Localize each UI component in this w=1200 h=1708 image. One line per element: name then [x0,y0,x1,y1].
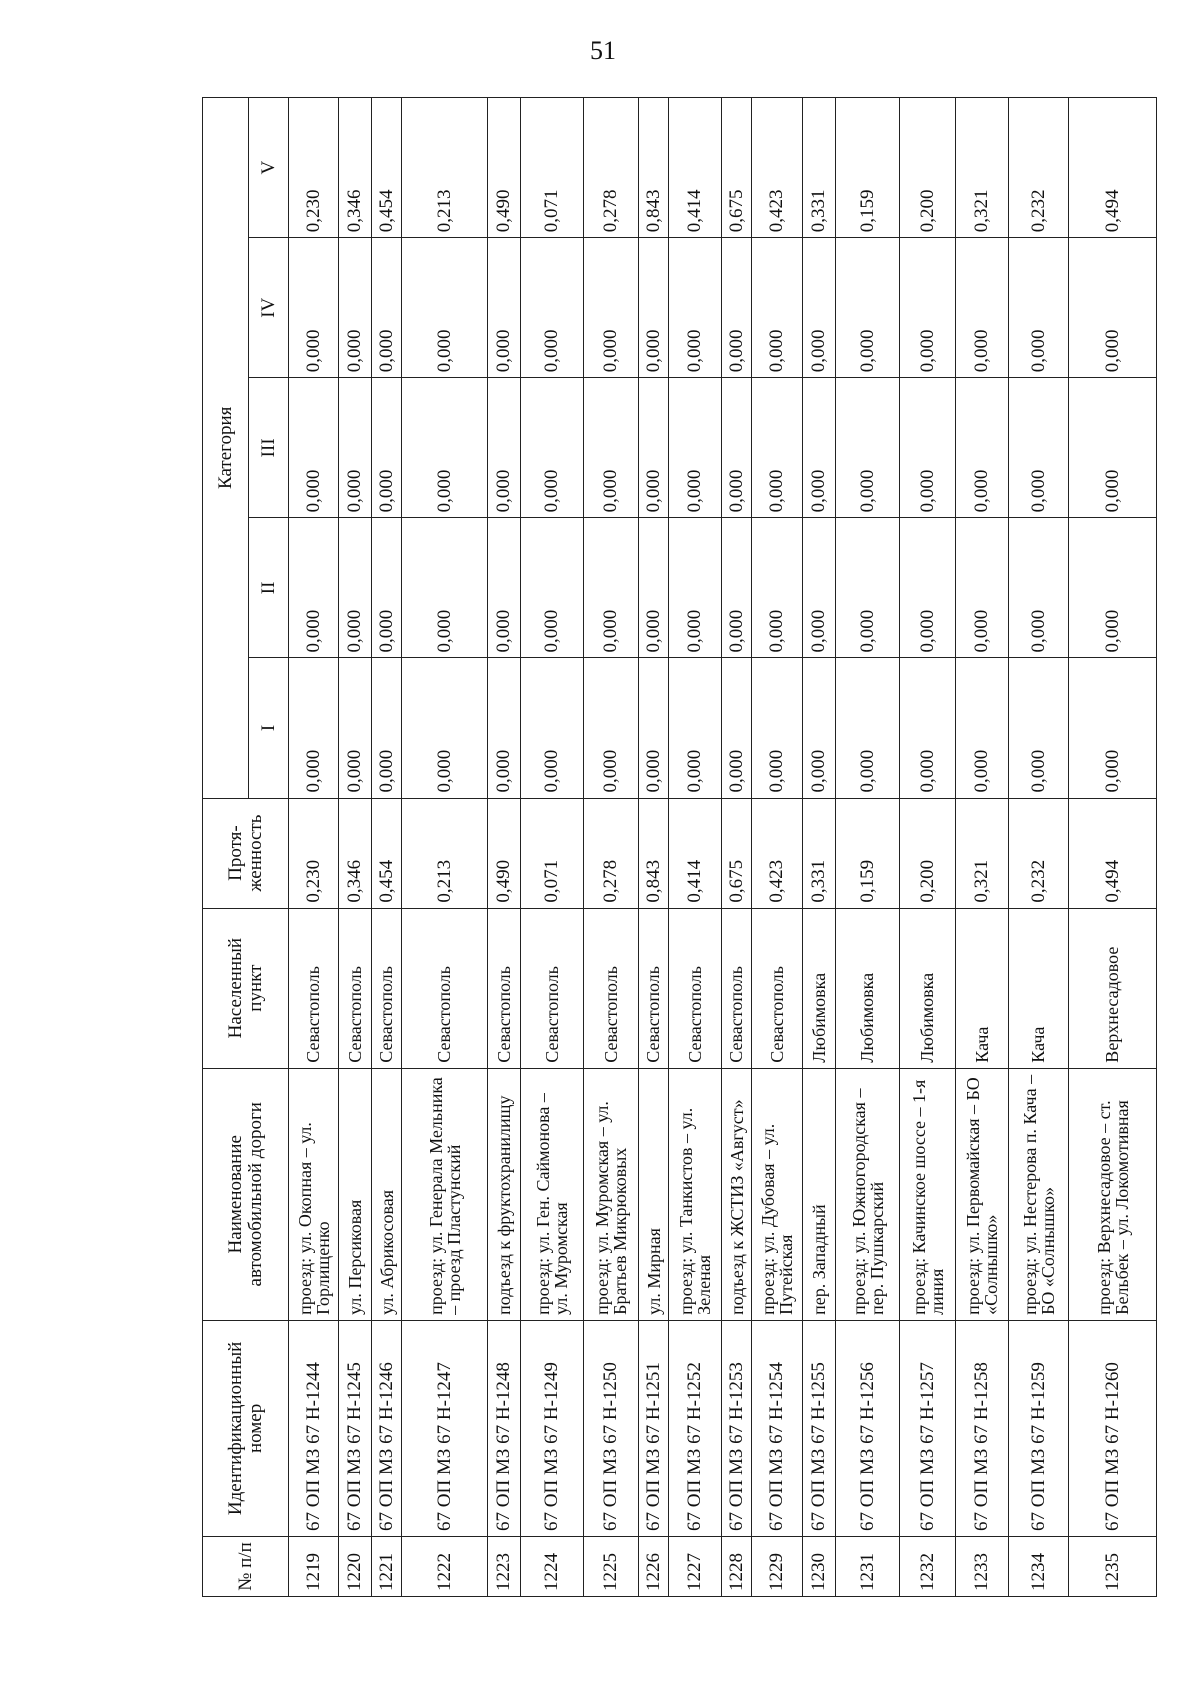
row-num: 1234 [1009,1536,1069,1596]
row-category-5: 0,331 [803,98,836,238]
row-category-3: 0,000 [488,378,521,518]
row-category-1: 0,000 [488,658,521,798]
row-category-3: 0,000 [639,378,669,518]
row-category-2: 0,000 [836,518,900,658]
row-settlement: Кача [956,908,1009,1068]
row-length: 0,423 [752,798,803,908]
table-row [639,98,669,1597]
row-category-1: 0,000 [669,658,722,798]
row-settlement: Севастополь [289,908,339,1068]
row-id: 67 ОП МЗ 67 Н-1249 [521,1320,584,1536]
row-category-3: 0,000 [722,378,752,518]
row-category-5: 0,490 [488,98,521,238]
row-settlement: Верхнесадовое [1069,908,1157,1068]
row-category-4: 0,000 [521,238,584,378]
row-num: 1220 [339,1536,372,1596]
row-category-2: 0,000 [402,518,488,658]
row-num: 1230 [803,1536,836,1596]
table-row [372,98,402,1597]
row-category-5: 0,843 [639,98,669,238]
row-category-2: 0,000 [669,518,722,658]
row-num: 1231 [836,1536,900,1596]
row-category-4: 0,000 [289,238,339,378]
row-category-4: 0,000 [1009,238,1069,378]
row-settlement: Любимовка [803,908,836,1068]
row-category-3: 0,000 [1009,378,1069,518]
row-id: 67 ОП МЗ 67 Н-1244 [289,1320,339,1536]
row-road-name: подъезд к ЖСТИЗ «Август» [722,1068,752,1320]
row-settlement: Севастополь [584,908,639,1068]
row-id: 67 ОП МЗ 67 Н-1259 [1009,1320,1069,1536]
row-category-3: 0,000 [956,378,1009,518]
row-category-3: 0,000 [803,378,836,518]
row-road-name: проезд: Верхнесадовое – ст. Бельбек – ул. Локомотивная [1069,1068,1157,1320]
row-id: 67 ОП МЗ 67 Н-1245 [339,1320,372,1536]
table-row [521,98,584,1597]
row-road-name: проезд: ул. Окопная – ул. Горлищенко [289,1068,339,1320]
row-length: 0,454 [372,798,402,908]
row-length: 0,213 [402,798,488,908]
row-length: 0,331 [803,798,836,908]
row-category-4: 0,000 [900,238,956,378]
row-category-1: 0,000 [956,658,1009,798]
row-category-1: 0,000 [836,658,900,798]
row-category-4: 0,000 [669,238,722,378]
row-id: 67 ОП МЗ 67 Н-1260 [1069,1320,1157,1536]
row-category-1: 0,000 [722,658,752,798]
row-id: 67 ОП МЗ 67 Н-1257 [900,1320,956,1536]
row-category-4: 0,000 [1069,238,1157,378]
row-category-5: 0,454 [372,98,402,238]
row-category-4: 0,000 [639,238,669,378]
row-category-4: 0,000 [488,238,521,378]
row-road-name: проезд: ул. Генерала Мельника – проезд Пластунский [402,1068,488,1320]
row-length: 0,414 [669,798,722,908]
row-category-4: 0,000 [339,238,372,378]
row-category-1: 0,000 [402,658,488,798]
header-cat-1: I [249,658,289,798]
row-category-5: 0,494 [1069,98,1157,238]
row-category-3: 0,000 [521,378,584,518]
row-road-name: ул. Персиковая [339,1068,372,1320]
row-category-2: 0,000 [521,518,584,658]
roads-table [202,97,1157,1597]
header-cat-4: IV [249,238,289,378]
table-row [1009,98,1069,1597]
row-road-name: подъезд к фруктохранилищу [488,1068,521,1320]
row-category-1: 0,000 [521,658,584,798]
row-id: 67 ОП МЗ 67 Н-1258 [956,1320,1009,1536]
row-category-2: 0,000 [956,518,1009,658]
row-category-3: 0,000 [752,378,803,518]
row-settlement: Севастополь [372,908,402,1068]
row-category-2: 0,000 [900,518,956,658]
row-category-5: 0,230 [289,98,339,238]
header-cat-2: II [249,518,289,658]
row-category-2: 0,000 [339,518,372,658]
row-num: 1225 [584,1536,639,1596]
row-category-5: 0,675 [722,98,752,238]
header-category: Категория [203,98,249,799]
table-row [752,98,803,1597]
table-row [488,98,521,1597]
row-id: 67 ОП МЗ 67 Н-1255 [803,1320,836,1536]
row-category-4: 0,000 [752,238,803,378]
row-num: 1228 [722,1536,752,1596]
row-category-5: 0,159 [836,98,900,238]
row-num: 1232 [900,1536,956,1596]
row-length: 0,490 [488,798,521,908]
row-id: 67 ОП МЗ 67 Н-1256 [836,1320,900,1536]
row-category-3: 0,000 [1069,378,1157,518]
row-category-4: 0,000 [402,238,488,378]
row-length: 0,071 [521,798,584,908]
row-id: 67 ОП МЗ 67 Н-1247 [402,1320,488,1536]
row-category-2: 0,000 [289,518,339,658]
row-settlement: Севастополь [521,908,584,1068]
table-row [900,98,956,1597]
row-category-1: 0,000 [803,658,836,798]
table-row [803,98,836,1597]
row-category-1: 0,000 [289,658,339,798]
row-category-1: 0,000 [584,658,639,798]
row-road-name: ул. Мирная [639,1068,669,1320]
row-road-name: проезд: ул. Танкистов – ул. Зеленая [669,1068,722,1320]
row-settlement: Севастополь [639,908,669,1068]
row-category-1: 0,000 [372,658,402,798]
row-road-name: проезд: ул. Муромская – ул. Братьев Микрюковых [584,1068,639,1320]
row-category-5: 0,071 [521,98,584,238]
row-length: 0,159 [836,798,900,908]
row-category-5: 0,414 [669,98,722,238]
row-length: 0,230 [289,798,339,908]
row-length: 0,321 [956,798,1009,908]
row-num: 1229 [752,1536,803,1596]
row-category-5: 0,321 [956,98,1009,238]
row-category-4: 0,000 [722,238,752,378]
row-road-name: проезд: Качинское шоссе – 1-я линия [900,1068,956,1320]
header-city: Населенный пункт [203,908,289,1068]
row-num: 1221 [372,1536,402,1596]
table-row [402,98,488,1597]
row-num: 1226 [639,1536,669,1596]
row-settlement: Любимовка [900,908,956,1068]
row-category-3: 0,000 [669,378,722,518]
table-row [956,98,1009,1597]
table-row [836,98,900,1597]
row-road-name: ул. Абрикосовая [372,1068,402,1320]
row-category-2: 0,000 [752,518,803,658]
table-body [289,98,1157,1597]
row-category-2: 0,000 [584,518,639,658]
row-category-5: 0,213 [402,98,488,238]
table-row [289,98,339,1597]
row-num: 1233 [956,1536,1009,1596]
row-settlement: Севастополь [669,908,722,1068]
row-road-name: проезд: ул. Южногородская – пер. Пушкарский [836,1068,900,1320]
row-category-3: 0,000 [402,378,488,518]
row-category-3: 0,000 [372,378,402,518]
row-category-5: 0,200 [900,98,956,238]
row-category-1: 0,000 [752,658,803,798]
row-num: 1223 [488,1536,521,1596]
row-category-1: 0,000 [1009,658,1069,798]
row-road-name: пер. Западный [803,1068,836,1320]
row-id: 67 ОП МЗ 67 Н-1251 [639,1320,669,1536]
row-num: 1219 [289,1536,339,1596]
row-category-1: 0,000 [1069,658,1157,798]
row-category-2: 0,000 [372,518,402,658]
row-id: 67 ОП МЗ 67 Н-1246 [372,1320,402,1536]
row-category-4: 0,000 [372,238,402,378]
row-settlement: Севастополь [402,908,488,1068]
row-category-1: 0,000 [900,658,956,798]
row-category-2: 0,000 [803,518,836,658]
row-category-5: 0,346 [339,98,372,238]
row-road-name: проезд: ул. Первомайская – БО «Солнышко» [956,1068,1009,1320]
row-category-1: 0,000 [639,658,669,798]
row-length: 0,278 [584,798,639,908]
row-id: 67 ОП МЗ 67 Н-1254 [752,1320,803,1536]
row-category-3: 0,000 [289,378,339,518]
row-category-3: 0,000 [339,378,372,518]
row-category-4: 0,000 [836,238,900,378]
rotated-table-container [202,97,1132,1597]
row-length: 0,232 [1009,798,1069,908]
row-id: 67 ОП МЗ 67 Н-1252 [669,1320,722,1536]
row-category-2: 0,000 [639,518,669,658]
header-length: Протя-женность [203,798,289,908]
row-category-5: 0,232 [1009,98,1069,238]
row-category-2: 0,000 [722,518,752,658]
row-id: 67 ОП МЗ 67 Н-1250 [584,1320,639,1536]
row-category-5: 0,423 [752,98,803,238]
row-id: 67 ОП МЗ 67 Н-1248 [488,1320,521,1536]
row-category-3: 0,000 [900,378,956,518]
header-cat-3: III [249,378,289,518]
row-num: 1222 [402,1536,488,1596]
row-num: 1227 [669,1536,722,1596]
row-category-3: 0,000 [836,378,900,518]
row-length: 0,200 [900,798,956,908]
row-id: 67 ОП МЗ 67 Н-1253 [722,1320,752,1536]
table-row [722,98,752,1597]
row-settlement: Севастополь [722,908,752,1068]
page-number: 51 [590,36,616,65]
header-cat-5: V [249,98,289,238]
row-category-3: 0,000 [584,378,639,518]
row-category-4: 0,000 [584,238,639,378]
table-row [339,98,372,1597]
header-num: № п/п [203,1536,289,1596]
row-settlement: Севастополь [339,908,372,1068]
row-settlement: Севастополь [752,908,803,1068]
row-category-2: 0,000 [1009,518,1069,658]
row-length: 0,675 [722,798,752,908]
table-row [584,98,639,1597]
row-num: 1235 [1069,1536,1157,1596]
row-settlement: Севастополь [488,908,521,1068]
row-road-name: проезд: ул. Нестерова п. Кача – БО «Солнышко» [1009,1068,1069,1320]
row-num: 1224 [521,1536,584,1596]
header-name: Наименование автомобильной дороги [203,1068,289,1320]
row-category-2: 0,000 [1069,518,1157,658]
row-category-5: 0,278 [584,98,639,238]
row-road-name: проезд: ул. Дубовая – ул. Путейская [752,1068,803,1320]
row-settlement: Кача [1009,908,1069,1068]
row-length: 0,843 [639,798,669,908]
row-road-name: проезд: ул. Ген. Саймонова – ул. Муромская [521,1068,584,1320]
header-id: Идентификационный номер [203,1320,289,1536]
row-length: 0,494 [1069,798,1157,908]
table-row [1069,98,1157,1597]
row-category-1: 0,000 [339,658,372,798]
row-category-4: 0,000 [803,238,836,378]
table-row [669,98,722,1597]
row-category-2: 0,000 [488,518,521,658]
row-category-4: 0,000 [956,238,1009,378]
row-settlement: Любимовка [836,908,900,1068]
row-length: 0,346 [339,798,372,908]
